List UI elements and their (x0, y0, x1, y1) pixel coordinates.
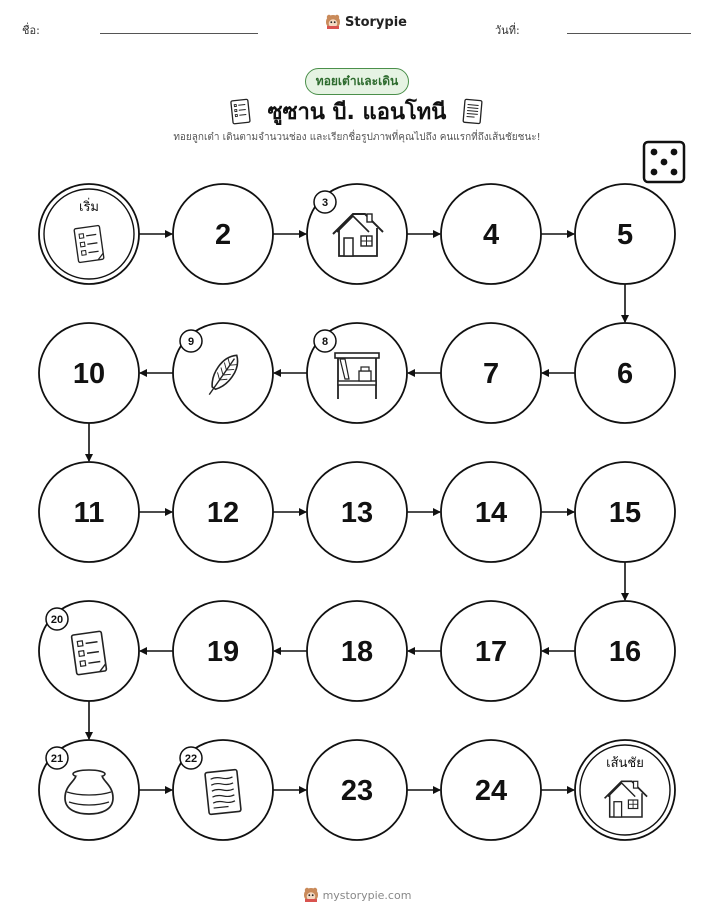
space-number: 23 (340, 775, 374, 807)
space-number-badge (180, 330, 202, 352)
board-space (575, 740, 675, 840)
board-spaces (39, 184, 675, 840)
board-space (173, 462, 273, 562)
instructions-text: ทอยลูกเต๋า เดินตามจำนวนช่อง และเรียกชื่อรูปภาพที่คุณไปถึง คนแรกที่ถึงเส้นชัยชนะ! (173, 132, 541, 143)
paper-icon (205, 769, 241, 814)
space-number: 21 (50, 753, 64, 765)
start-label: เริ่ม (79, 200, 99, 215)
storypie-mascot-icon (303, 887, 319, 903)
board-space (307, 462, 407, 562)
space-number: 18 (340, 636, 374, 668)
space-number-badge (46, 608, 68, 630)
dice-icon (644, 142, 684, 182)
space-number: 16 (608, 636, 642, 668)
space-number-badge (314, 191, 336, 213)
board-space (575, 323, 675, 423)
space-number: 13 (340, 497, 374, 529)
space-number: 20 (50, 614, 64, 626)
board-space (575, 601, 675, 701)
board-space (441, 601, 541, 701)
board-space (441, 462, 541, 562)
space-number: 6 (616, 358, 634, 390)
board-space (173, 740, 273, 840)
board-space (173, 184, 273, 284)
board-space (575, 184, 675, 284)
space-number: 3 (321, 197, 329, 209)
brand-name: Storypie (345, 14, 407, 30)
board-space (307, 184, 407, 284)
activity-tag: ทอยเต๋าและเดิน (305, 68, 409, 95)
space-number: 12 (206, 497, 240, 529)
board-space (307, 323, 407, 423)
board-space (441, 740, 541, 840)
board-space (441, 323, 541, 423)
space-number: 14 (474, 497, 508, 529)
date-label: วันที่: (495, 24, 520, 37)
space-number: 22 (184, 753, 198, 765)
space-number: 7 (482, 358, 500, 390)
space-number-badge (180, 747, 202, 769)
space-number: 2 (214, 219, 232, 251)
page-title: ซูซาน บี. แอนโทนี (267, 100, 447, 125)
space-number: 4 (482, 219, 500, 251)
space-number: 5 (616, 219, 634, 251)
name-label: ชื่อ: (22, 24, 40, 37)
space-number: 9 (187, 336, 195, 348)
board-space (39, 601, 139, 701)
board-space (39, 323, 139, 423)
board-space (39, 462, 139, 562)
footer (303, 887, 412, 903)
space-number: 19 (206, 636, 240, 668)
space-number: 8 (321, 336, 329, 348)
document-icon (74, 225, 104, 262)
space-number: 15 (608, 497, 642, 529)
footer-site: mystorypie.com (322, 888, 412, 902)
board-space (39, 740, 139, 840)
space-number-badge (314, 330, 336, 352)
board-space (173, 601, 273, 701)
space-number: 17 (474, 636, 508, 668)
board-space (307, 740, 407, 840)
board-space (441, 184, 541, 284)
board-space (575, 462, 675, 562)
board-space (173, 323, 273, 423)
space-number: 24 (474, 775, 508, 807)
board-space (307, 601, 407, 701)
document-icon (71, 631, 106, 675)
space-circle (575, 740, 675, 840)
space-number: 11 (73, 497, 105, 529)
board-space (39, 184, 139, 284)
space-number-badge (46, 747, 68, 769)
space-number: 10 (72, 358, 106, 390)
finish-label: เส้นชัย (606, 756, 644, 771)
